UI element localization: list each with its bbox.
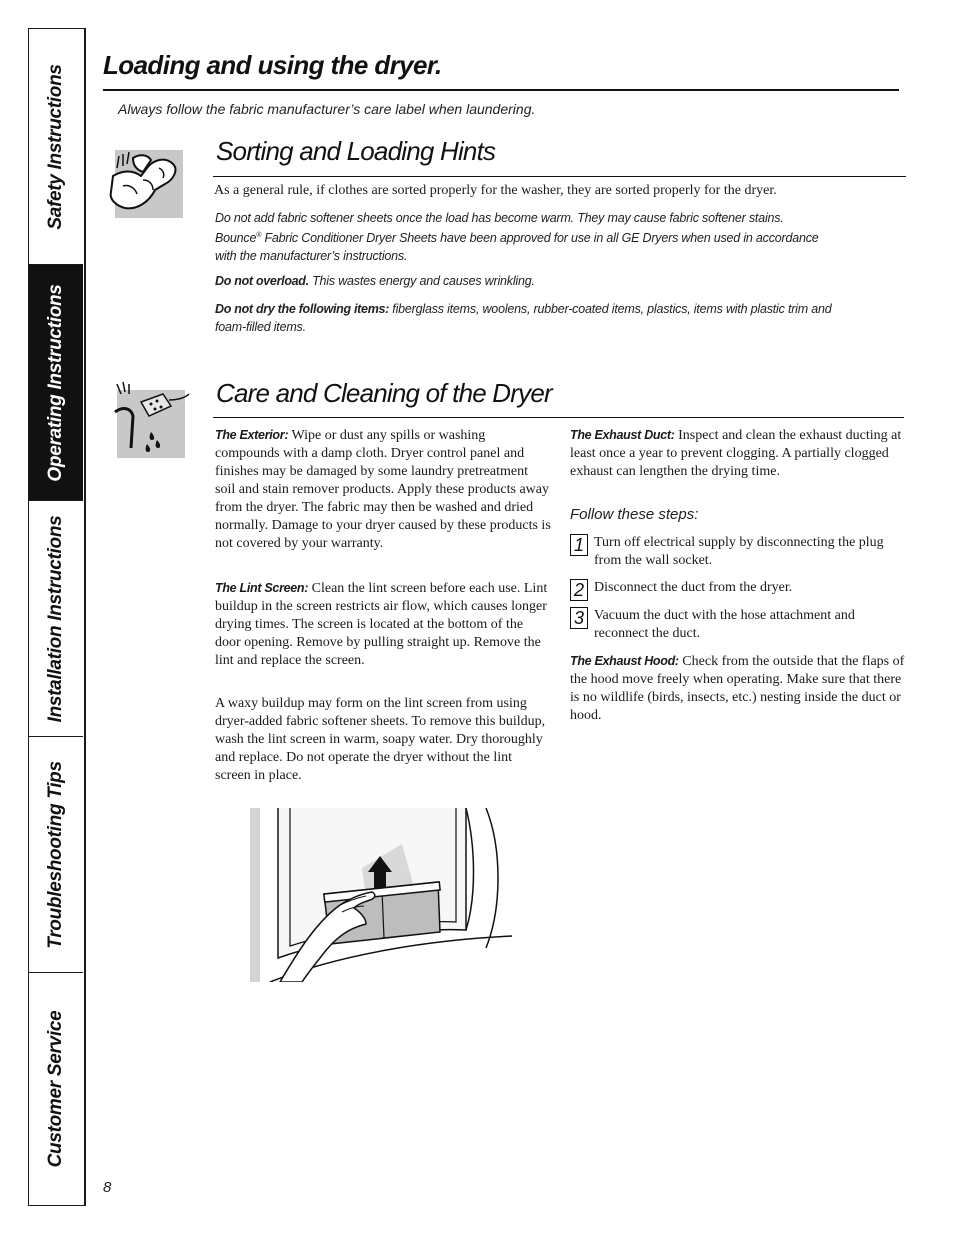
exterior-paragraph bbox=[215, 426, 551, 553]
step-text: Turn off electrical supply by disconnecting the plug from the wall socket. bbox=[594, 535, 884, 568]
section-tabs bbox=[28, 28, 84, 1206]
page-title: Loading and using the dryer. bbox=[103, 50, 442, 80]
section-heading-care: Care and Cleaning of the Dryer bbox=[216, 378, 552, 408]
overload-lead: Do not overload. bbox=[215, 274, 309, 288]
step-number: 3 bbox=[570, 607, 588, 629]
step-text: Vacuum the duct with the hose attachment and reconnect the duct. bbox=[594, 608, 855, 641]
lint-screen-removal-illustration bbox=[250, 808, 512, 982]
exterior-lead: The Exterior: bbox=[215, 428, 289, 442]
step-1 bbox=[570, 534, 906, 570]
exterior-text: Wipe or dust any spills or washing compounds with a damp cloth. Dryer control panel and finishes may be damaged by some laundry pretreatment soil and stain remover products. Apply these products away from the dryer. The fabric may then be washed and dried normally. Damage to your dryer caused by these products is not covered by your warranty. bbox=[215, 428, 551, 551]
do-not-dry-line bbox=[215, 300, 885, 318]
section-rule bbox=[213, 417, 904, 418]
step-number: 1 bbox=[570, 534, 588, 556]
sorting-clothes-icon bbox=[115, 150, 183, 218]
tab-troubleshooting-tips[interactable] bbox=[29, 737, 83, 973]
lint-screen-lead: The Lint Screen: bbox=[215, 581, 309, 595]
exhaust-hood-lead: The Exhaust Hood: bbox=[570, 654, 679, 668]
exhaust-duct-lead: The Exhaust Duct: bbox=[570, 428, 675, 442]
tab-operating-instructions[interactable] bbox=[29, 265, 83, 501]
page-subtitle: Always follow the fabric manufacturer’s care label when laundering. bbox=[118, 101, 536, 117]
cleaning-sponge-icon bbox=[117, 390, 185, 458]
softener-line: Do not add fabric softener sheets once the load has become warm. They may cause fabric softener stains. bbox=[215, 211, 784, 225]
lint-screen-paragraph bbox=[215, 579, 551, 670]
registered-mark: ® bbox=[256, 232, 262, 239]
exhaust-duct-paragraph bbox=[570, 426, 906, 481]
do-not-dry-text: fiberglass items, woolens, rubber-coated items, plastics, items with plastic trim and bbox=[389, 302, 832, 316]
tab-label: Troubleshooting Tips bbox=[45, 760, 66, 949]
step-number: 2 bbox=[570, 579, 588, 601]
overload-note bbox=[215, 272, 875, 290]
do-not-dry-line: foam-filled items. bbox=[215, 320, 306, 334]
tab-label: Operating Instructions bbox=[45, 283, 66, 482]
tab-label: Installation Instructions bbox=[45, 515, 66, 722]
softener-line: with the manufacturer’s instructions. bbox=[215, 249, 408, 264]
softener-note bbox=[215, 209, 875, 265]
tab-customer-service[interactable] bbox=[29, 973, 83, 1205]
steps-heading: Follow these steps: bbox=[570, 506, 699, 523]
step-2 bbox=[570, 579, 906, 600]
tab-safety-instructions[interactable] bbox=[29, 29, 83, 265]
waxy-buildup-paragraph: A waxy buildup may form on the lint screen from using dryer-added fabric softener sheets. To remove this buildup, wash the lint screen in warm, soapy water. Dry thoroughly and replace. Do not operate the dryer without the lint screen in place. bbox=[215, 696, 546, 783]
title-rule bbox=[103, 89, 899, 91]
softener-text: Fabric Conditioner Dryer Sheets have been approved for use in all GE Dryers when used in accordance bbox=[261, 231, 819, 246]
exhaust-hood-text: Check from the outside that the flaps of the hood move freely when operating. Make sure that there is no wildlife (birds, insects, etc.) nesting inside the duct or hood. bbox=[570, 654, 905, 723]
step-3 bbox=[570, 607, 906, 643]
exhaust-hood-paragraph bbox=[570, 652, 906, 725]
brand-name: Bounce bbox=[215, 231, 257, 246]
page-number: 8 bbox=[103, 1179, 112, 1196]
step-text: Disconnect the duct from the dryer. bbox=[594, 580, 793, 595]
sorting-intro: As a general rule, if clothes are sorted properly for the washer, they are sorted properly for the dryer. bbox=[214, 183, 777, 198]
softener-line bbox=[215, 227, 875, 247]
tab-label: Safety Instructions bbox=[45, 63, 66, 230]
section-heading-sorting: Sorting and Loading Hints bbox=[216, 136, 496, 166]
section-rule bbox=[213, 176, 906, 177]
tab-installation-instructions[interactable] bbox=[29, 501, 83, 737]
do-not-dry-lead: Do not dry the following items: bbox=[215, 302, 390, 316]
overload-text: This wastes energy and causes wrinkling. bbox=[308, 274, 535, 288]
do-not-dry-note bbox=[215, 300, 885, 336]
exhaust-duct-text: Inspect and clean the exhaust ducting at least once a year to prevent clogging. A partially clogged exhaust can lengthen the drying time. bbox=[570, 428, 902, 479]
tab-label: Customer Service bbox=[45, 1010, 66, 1168]
lint-screen-text: Clean the lint screen before each use. Lint buildup in the screen restricts air flow, which causes longer drying times. The screen is located at the bottom of the door opening. Remove by pulling straight up. Remove the lint and replace the screen. bbox=[215, 581, 548, 668]
tabs-divider bbox=[84, 28, 86, 1206]
